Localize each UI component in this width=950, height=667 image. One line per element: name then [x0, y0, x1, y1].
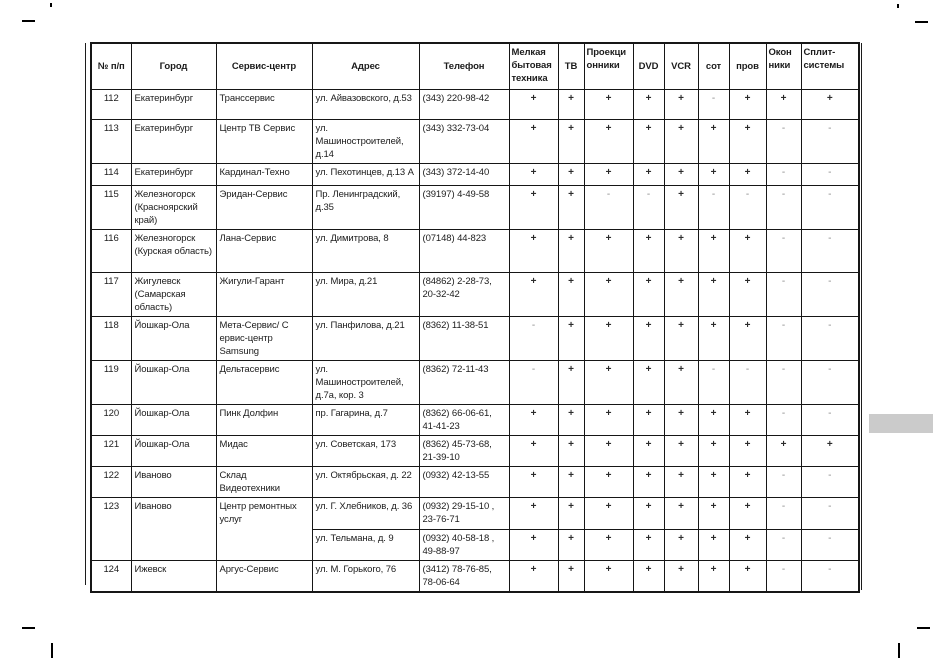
table-row: [91, 229, 859, 272]
service-center-cell: Эридан-Сервис: [216, 185, 312, 229]
service-flag-cell: +: [664, 529, 698, 560]
service-flag-cell: +: [664, 89, 698, 119]
column-header: VCR: [664, 43, 698, 89]
service-flag-cell: -: [801, 185, 859, 229]
phone-cell: (8362) 66-06-61, 41-41-23: [419, 404, 509, 435]
service-center-cell: Пинк Долфин: [216, 404, 312, 435]
service-flag-cell: -: [509, 316, 558, 360]
row-number-cell: 113: [91, 119, 131, 163]
city-cell: Иваново: [131, 466, 216, 497]
table-row: [91, 360, 859, 404]
service-flag-cell: +: [633, 466, 664, 497]
service-center-cell: Склад Видеотехники: [216, 466, 312, 497]
service-flag-cell: -: [766, 272, 801, 316]
service-flag-cell: +: [729, 404, 766, 435]
table-row: [91, 163, 859, 185]
service-flag-cell: +: [558, 272, 584, 316]
service-flag-cell: +: [633, 560, 664, 592]
service-flag-cell: +: [633, 316, 664, 360]
service-flag-cell: -: [766, 185, 801, 229]
phone-cell: (8362) 45-73-68, 21-39-10: [419, 435, 509, 466]
column-header: Окон ники: [766, 43, 801, 89]
service-center-cell: Центр ТВ Сервис: [216, 119, 312, 163]
service-flag-cell: +: [558, 119, 584, 163]
service-flag-cell: +: [584, 435, 633, 466]
row-number-cell: 115: [91, 185, 131, 229]
phone-cell: (07148) 44-823: [419, 229, 509, 272]
service-flag-cell: +: [698, 497, 729, 529]
service-flag-cell: +: [633, 272, 664, 316]
service-flag-cell: +: [729, 529, 766, 560]
row-number-cell: 112: [91, 89, 131, 119]
service-flag-cell: +: [584, 404, 633, 435]
service-flag-cell: +: [664, 272, 698, 316]
city-cell: Железногорск (Красноярский край): [131, 185, 216, 229]
service-flag-cell: +: [509, 185, 558, 229]
address-cell: ул. Айвазовского, д.53: [312, 89, 419, 119]
service-flag-cell: +: [729, 316, 766, 360]
crop-mark-top-left: [22, 20, 35, 22]
service-flag-cell: +: [664, 316, 698, 360]
service-flag-cell: +: [698, 404, 729, 435]
service-flag-cell: -: [698, 89, 729, 119]
address-cell: ул. Димитрова, 8: [312, 229, 419, 272]
service-flag-cell: +: [558, 560, 584, 592]
service-flag-cell: +: [558, 529, 584, 560]
row-number-cell: 123: [91, 497, 131, 560]
service-center-cell: Жигули-Гарант: [216, 272, 312, 316]
row-number-cell: 124: [91, 560, 131, 592]
service-centers-table: [90, 42, 860, 593]
table-row: [91, 272, 859, 316]
service-flag-cell: +: [558, 435, 584, 466]
service-flag-cell: +: [633, 404, 664, 435]
column-header: Адрес: [312, 43, 419, 89]
service-flag-cell: +: [558, 404, 584, 435]
service-flag-cell: +: [664, 229, 698, 272]
service-flag-cell: +: [558, 316, 584, 360]
service-flag-cell: +: [801, 89, 859, 119]
phone-cell: (84862) 2-28-73, 20-32-42: [419, 272, 509, 316]
service-flag-cell: +: [698, 272, 729, 316]
city-cell: Йошкар-Ола: [131, 316, 216, 360]
service-flag-cell: +: [584, 529, 633, 560]
table-header-row: [91, 43, 859, 89]
phone-cell: (3412) 78-76-85, 78-06-64: [419, 560, 509, 592]
address-cell: Пр. Ленинградский, д.35: [312, 185, 419, 229]
service-flag-cell: +: [698, 560, 729, 592]
service-flag-cell: +: [584, 466, 633, 497]
address-cell: ул. Машиностроителей, д.7а, кор. 3: [312, 360, 419, 404]
address-cell: ул. Мира, д.21: [312, 272, 419, 316]
service-center-cell: Мета-Сервис/ С ервис-центр Samsung: [216, 316, 312, 360]
service-flag-cell: +: [633, 529, 664, 560]
table-row: [91, 316, 859, 360]
service-flag-cell: -: [766, 466, 801, 497]
service-flag-cell: +: [509, 435, 558, 466]
column-header: ТВ: [558, 43, 584, 89]
service-flag-cell: -: [801, 316, 859, 360]
service-flag-cell: +: [584, 163, 633, 185]
service-flag-cell: +: [633, 435, 664, 466]
city-cell: Жигулевск (Самарская область): [131, 272, 216, 316]
column-header: Мелкая бытовая техника: [509, 43, 558, 89]
address-cell: пр. Гагарина, д.7: [312, 404, 419, 435]
phone-cell: (343) 332-73-04: [419, 119, 509, 163]
left-margin-rule: [85, 43, 86, 585]
service-flag-cell: -: [766, 497, 801, 529]
service-flag-cell: +: [584, 560, 633, 592]
service-flag-cell: +: [729, 560, 766, 592]
city-cell: Ижевск: [131, 560, 216, 592]
crop-tick-bottom-right: [898, 643, 900, 658]
table-row: [91, 466, 859, 497]
service-flag-cell: -: [801, 497, 859, 529]
phone-cell: (0932) 40-58-18 , 49-88-97: [419, 529, 509, 560]
service-center-cell: Лана-Сервис: [216, 229, 312, 272]
service-flag-cell: +: [698, 316, 729, 360]
city-cell: Иваново: [131, 497, 216, 560]
city-cell: Екатеринбург: [131, 119, 216, 163]
service-flag-cell: +: [664, 560, 698, 592]
address-cell: ул. М. Горького, 76: [312, 560, 419, 592]
column-header: Сервис-центр: [216, 43, 312, 89]
service-flag-cell: +: [729, 89, 766, 119]
city-cell: Йошкар-Ола: [131, 360, 216, 404]
table-row: [91, 435, 859, 466]
service-flag-cell: +: [584, 229, 633, 272]
service-flag-cell: +: [664, 163, 698, 185]
crop-mark-bottom-left: [22, 627, 35, 629]
service-flag-cell: -: [766, 529, 801, 560]
table-row: [91, 404, 859, 435]
service-flag-cell: +: [698, 163, 729, 185]
service-flag-cell: -: [766, 360, 801, 404]
column-header: сот: [698, 43, 729, 89]
service-flag-cell: -: [801, 360, 859, 404]
service-flag-cell: +: [558, 89, 584, 119]
address-cell: ул. Октябрьская, д. 22: [312, 466, 419, 497]
table-row: [91, 497, 859, 529]
phone-cell: (0932) 29-15-10 , 23-76-71: [419, 497, 509, 529]
service-center-cell: Центр ремонтных услуг: [216, 497, 312, 560]
service-flag-cell: -: [633, 185, 664, 229]
service-center-cell: Мидас: [216, 435, 312, 466]
crop-tick-top-left: [50, 3, 52, 7]
service-flag-cell: +: [509, 497, 558, 529]
column-header: Сплит- системы: [801, 43, 859, 89]
service-flag-cell: +: [584, 360, 633, 404]
service-flag-cell: +: [633, 229, 664, 272]
service-flag-cell: -: [801, 560, 859, 592]
row-number-cell: 122: [91, 466, 131, 497]
service-flag-cell: +: [633, 163, 664, 185]
column-header: № п/п: [91, 43, 131, 89]
service-flag-cell: +: [509, 560, 558, 592]
column-header: Проекци онники: [584, 43, 633, 89]
service-flag-cell: +: [633, 119, 664, 163]
service-flag-cell: +: [509, 404, 558, 435]
phone-cell: (8362) 72-11-43: [419, 360, 509, 404]
crop-tick-top-right: [897, 4, 899, 8]
service-flag-cell: +: [766, 435, 801, 466]
service-flag-cell: +: [664, 119, 698, 163]
crop-tick-bottom-left: [51, 643, 53, 658]
row-number-cell: 114: [91, 163, 131, 185]
address-cell: ул. Тельмана, д. 9: [312, 529, 419, 560]
row-number-cell: 118: [91, 316, 131, 360]
row-number-cell: 116: [91, 229, 131, 272]
service-flag-cell: +: [664, 466, 698, 497]
row-number-cell: 117: [91, 272, 131, 316]
service-flag-cell: +: [584, 497, 633, 529]
address-cell: ул. Машиностроителей, д.14: [312, 119, 419, 163]
service-flag-cell: +: [584, 316, 633, 360]
service-flag-cell: -: [766, 119, 801, 163]
row-number-cell: 119: [91, 360, 131, 404]
service-flag-cell: +: [509, 272, 558, 316]
row-number-cell: 120: [91, 404, 131, 435]
service-flag-cell: +: [584, 89, 633, 119]
service-flag-cell: +: [633, 360, 664, 404]
right-margin-rule: [861, 43, 862, 590]
service-flag-cell: +: [729, 272, 766, 316]
service-flag-cell: +: [558, 360, 584, 404]
service-flag-cell: +: [509, 529, 558, 560]
service-flag-cell: +: [558, 466, 584, 497]
address-cell: ул. Пехотинцев, д.13 А: [312, 163, 419, 185]
service-flag-cell: +: [664, 185, 698, 229]
city-cell: Железногорск (Курская область): [131, 229, 216, 272]
address-cell: ул. Панфилова, д.21: [312, 316, 419, 360]
service-flag-cell: +: [766, 89, 801, 119]
service-flag-cell: -: [801, 404, 859, 435]
service-flag-cell: +: [698, 529, 729, 560]
service-flag-cell: +: [633, 89, 664, 119]
service-flag-cell: +: [664, 360, 698, 404]
city-cell: Йошкар-Ола: [131, 404, 216, 435]
service-flag-cell: -: [801, 272, 859, 316]
service-flag-cell: +: [698, 229, 729, 272]
service-flag-cell: +: [698, 466, 729, 497]
phone-cell: (343) 372-14-40: [419, 163, 509, 185]
column-header: DVD: [633, 43, 664, 89]
service-flag-cell: -: [698, 360, 729, 404]
service-flag-cell: -: [801, 466, 859, 497]
service-flag-cell: -: [766, 163, 801, 185]
service-flag-cell: +: [729, 497, 766, 529]
service-flag-cell: +: [584, 272, 633, 316]
service-flag-cell: +: [584, 119, 633, 163]
service-flag-cell: -: [801, 163, 859, 185]
service-flag-cell: +: [664, 497, 698, 529]
service-flag-cell: +: [509, 89, 558, 119]
column-header: пров: [729, 43, 766, 89]
table-row: [91, 119, 859, 163]
phone-cell: (0932) 42-13-55: [419, 466, 509, 497]
service-center-cell: Аргус-Сервис: [216, 560, 312, 592]
service-flag-cell: +: [509, 119, 558, 163]
service-flag-cell: +: [729, 163, 766, 185]
service-flag-cell: +: [729, 119, 766, 163]
service-flag-cell: +: [633, 497, 664, 529]
service-flag-cell: +: [509, 163, 558, 185]
table-row: [91, 560, 859, 592]
service-center-cell: Кардинал-Техно: [216, 163, 312, 185]
service-flag-cell: +: [698, 435, 729, 466]
address-cell: ул. Г. Хлебников, д. 36: [312, 497, 419, 529]
service-flag-cell: +: [558, 497, 584, 529]
phone-cell: (39197) 4-49-58: [419, 185, 509, 229]
service-center-cell: Транссервис: [216, 89, 312, 119]
service-flag-cell: +: [664, 435, 698, 466]
service-flag-cell: +: [729, 435, 766, 466]
crop-mark-top-right: [915, 21, 928, 23]
city-cell: Йошкар-Ола: [131, 435, 216, 466]
column-header: Город: [131, 43, 216, 89]
service-flag-cell: -: [729, 185, 766, 229]
service-flag-cell: -: [766, 404, 801, 435]
service-flag-cell: +: [509, 229, 558, 272]
service-flag-cell: -: [698, 185, 729, 229]
service-flag-cell: +: [558, 229, 584, 272]
address-cell: ул. Советская, 173: [312, 435, 419, 466]
service-flag-cell: +: [729, 466, 766, 497]
table-row: [91, 89, 859, 119]
service-flag-cell: -: [584, 185, 633, 229]
service-flag-cell: -: [801, 529, 859, 560]
service-flag-cell: -: [509, 360, 558, 404]
service-flag-cell: +: [698, 119, 729, 163]
service-flag-cell: -: [729, 360, 766, 404]
service-flag-cell: +: [664, 404, 698, 435]
phone-cell: (343) 220-98-42: [419, 89, 509, 119]
service-flag-cell: -: [766, 229, 801, 272]
service-flag-cell: +: [558, 163, 584, 185]
page-edge-tab: [869, 414, 933, 433]
service-flag-cell: -: [766, 316, 801, 360]
city-cell: Екатеринбург: [131, 89, 216, 119]
row-number-cell: 121: [91, 435, 131, 466]
service-center-cell: Дельтасервис: [216, 360, 312, 404]
service-flag-cell: +: [509, 466, 558, 497]
crop-mark-bottom-right: [917, 627, 930, 629]
table-row: [91, 185, 859, 229]
phone-cell: (8362) 11-38-51: [419, 316, 509, 360]
service-flag-cell: +: [729, 229, 766, 272]
service-flag-cell: -: [801, 229, 859, 272]
city-cell: Екатеринбург: [131, 163, 216, 185]
service-flag-cell: +: [801, 435, 859, 466]
service-flag-cell: +: [558, 185, 584, 229]
service-flag-cell: -: [801, 119, 859, 163]
service-flag-cell: -: [766, 560, 801, 592]
column-header: Телефон: [419, 43, 509, 89]
